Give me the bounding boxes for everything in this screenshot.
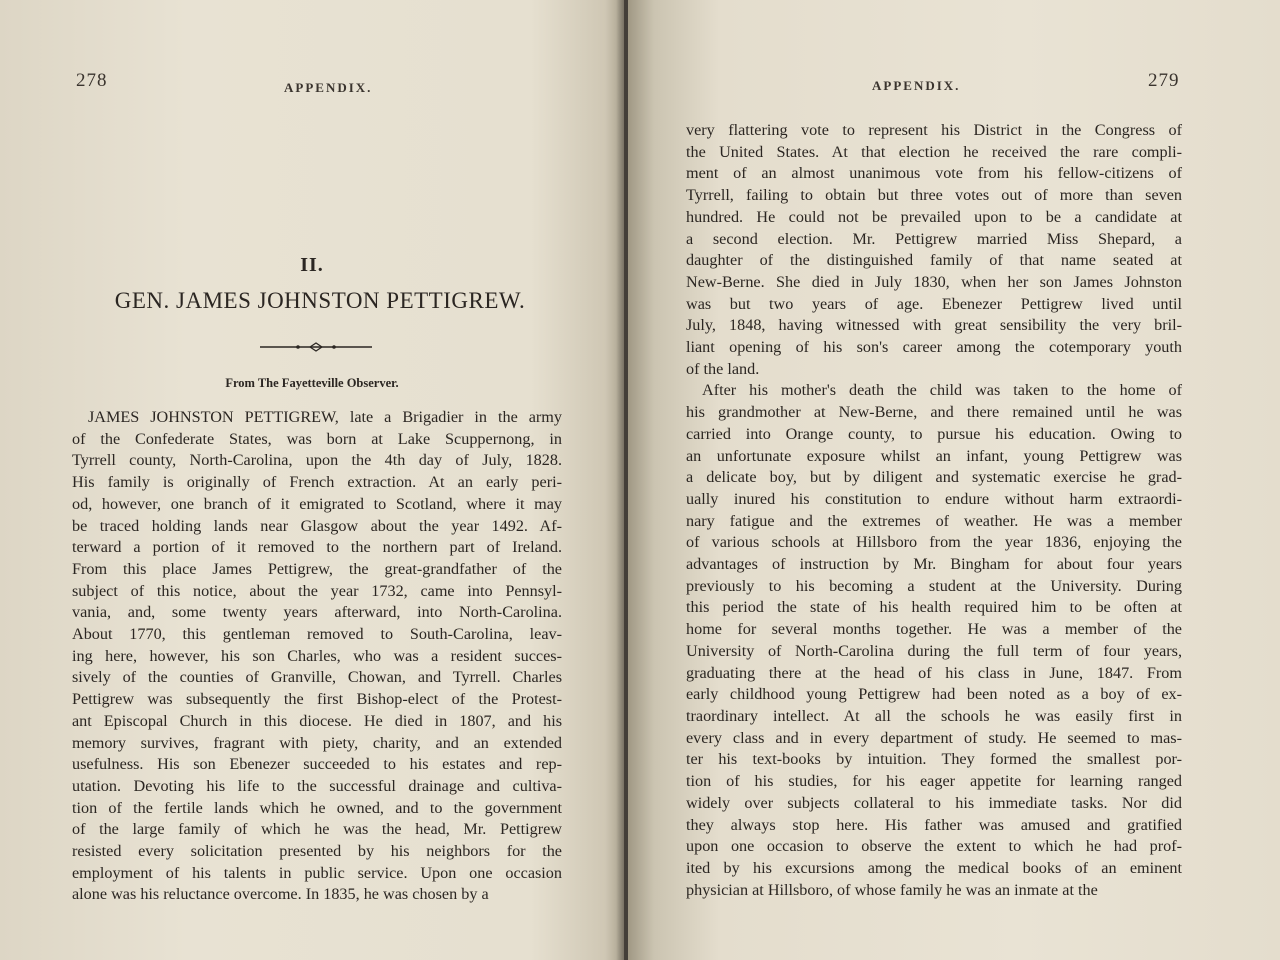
text-line: July, 1848, having witnessed with great sensibility the very bril-	[686, 316, 1182, 335]
text-line: a delicate boy, but by diligent and systematic exercise he grad-	[686, 468, 1182, 487]
text-line: ually inured his constitution to endure without harm extraordi-	[686, 489, 1182, 508]
text-line: of the Confederate States, was born at Lake Scuppernong, in	[72, 429, 562, 448]
text-line: a second election. Mr. Pettigrew married Miss Shepard, a	[686, 229, 1182, 248]
text-line: utation. Devoting his life to the successful drainage and cultiva-	[72, 776, 562, 795]
text-line: Tyrrell, failing to obtain but three votes out of more than seven	[686, 186, 1182, 205]
text-line: od, however, one branch of it emigrated to Scotland, where it may	[72, 494, 562, 513]
source-line: From The Fayetteville Observer.	[225, 376, 399, 390]
text-line: physician at Hillsboro, of whose family he was an inmate at the	[686, 880, 1098, 899]
text-line: of the land.	[686, 359, 760, 378]
text-line: JAMES JOHNSTON PETTIGREW, late a Brigadier in the army	[88, 408, 562, 426]
text-line: resisted every solicitation presented by his neighbors for the	[72, 842, 562, 861]
text-line: After his mother's death the child was taken to the home of	[702, 381, 1182, 400]
text-line: daughter of the distinguished family of that name seated at	[686, 251, 1182, 270]
chapter-title: GEN. JAMES JOHNSTON PETTIGREW.	[114, 288, 526, 313]
text-line: graduating there at the head of his class in June, 1847. From	[686, 663, 1182, 682]
body-text-right	[686, 120, 1182, 901]
text-line: his grandmother at New-Berne, and there remained until he was	[686, 403, 1182, 422]
text-line: nary fatigue and the extremes of weather. He was a member	[686, 511, 1182, 530]
page-number: 278	[76, 70, 108, 91]
text-line: an unfortunate exposure whilst an infant, young Pettigrew was	[686, 446, 1182, 465]
text-line: terward a portion of it removed to the northern part of Ireland.	[72, 538, 562, 557]
text-line: previously to his becoming a student at the University. During	[686, 576, 1182, 595]
text-line: tion of the fertile lands which he owned, and to the government	[72, 798, 562, 817]
text-line: memory survives, fragrant with piety, charity, and an extended	[72, 733, 562, 752]
text-line: ter his text-books by intuition. They formed the smallest por-	[686, 750, 1182, 769]
text-line: usefulness. His son Ebenezer succeeded to his estates and rep-	[72, 755, 562, 774]
text-line: early childhood young Pettigrew had been noted as a boy of ex-	[686, 685, 1182, 704]
text-line: hundred. He could not be prevailed upon to be a candidate at	[686, 207, 1182, 226]
text-line: alone was his reluctance overcome. In 1835, he was chosen by a	[72, 885, 489, 904]
text-line: ment of an almost unanimous vote from his fellow-citizens of	[686, 164, 1182, 183]
left-page	[0, 0, 624, 960]
text-line: was but two years of age. Ebenezer Pettigrew lived until	[686, 294, 1182, 313]
text-line: this period the state of his health required him to be often at	[686, 598, 1182, 617]
text-line: be traced holding lands near Glasgow about the year 1492. Af-	[72, 516, 562, 535]
text-line: of various schools at Hillsboro from the year 1836, enjoying the	[686, 533, 1182, 552]
text-line: carried into Orange county, to pursue his education. Owing to	[686, 424, 1182, 443]
text-line: liant opening of his son's career among the cotemporary youth	[686, 338, 1182, 357]
text-line: Tyrrell county, North-Carolina, upon the 4th day of July, 1828.	[72, 451, 562, 470]
text-line: About 1770, this gentleman removed to South-Carolina, leav-	[72, 625, 562, 644]
text-line: Pettigrew was subsequently the first Bishop-elect of the Protest-	[72, 690, 562, 709]
right-page	[628, 0, 1280, 960]
text-line: very flattering vote to represent his District in the Congress of	[686, 121, 1182, 139]
page-number: 279	[1148, 70, 1180, 91]
text-line: vania, and, some twenty years afterward, into North-Carolina.	[72, 603, 562, 622]
text-line: New-Berne. She died in July 1830, when her son James Johnston	[686, 272, 1182, 291]
running-head: APPENDIX.	[284, 80, 373, 95]
text-line: ited by his excursions among the medical books of an eminent	[686, 858, 1182, 877]
text-line: advantages of instruction by Mr. Bingham for about four years	[686, 555, 1182, 574]
text-line: widely over subjects collateral to his immediate tasks. Nor did	[686, 793, 1182, 812]
text-line: ant Episcopal Church in this diocese. He died in 1807, and his	[72, 711, 562, 730]
text-line: employment of his talents in public service. Upon one occasion	[72, 863, 562, 882]
text-line: they always stop here. His father was amused and gratified	[686, 815, 1182, 834]
body-text-left	[72, 407, 562, 906]
text-line: the United States. At that election he received the rare compli-	[686, 142, 1182, 161]
text-line: subject of this notice, about the year 1732, came into Pennsyl-	[72, 581, 562, 600]
text-line: traordinary intellect. At all the schools he was easily first in	[686, 706, 1182, 725]
text-line: of the large family of which he was the head, Mr. Pettigrew	[72, 820, 562, 839]
text-line: tion of his studies, for his eager appetite for learning ranged	[686, 772, 1182, 791]
ornament-divider	[258, 340, 374, 354]
text-line: From this place James Pettigrew, the great-grandfather of the	[72, 559, 562, 578]
text-line: His family is originally of French extraction. At an early peri-	[72, 473, 562, 492]
text-line: every class and in every department of study. He seemed to mas-	[686, 728, 1182, 747]
text-line: sively of the counties of Granville, Chowan, and Tyrrell. Charles	[72, 668, 562, 687]
text-line: ing here, however, his son Charles, who was a resident succes-	[72, 646, 562, 665]
text-line: upon one occasion to observe the extent to which he had prof-	[686, 837, 1182, 856]
text-line: University of North-Carolina during the full term of four years,	[686, 641, 1182, 660]
running-head: APPENDIX.	[872, 78, 961, 93]
section-numeral: II.	[300, 254, 324, 276]
text-line: home for several months together. He was a member of the	[686, 620, 1182, 639]
